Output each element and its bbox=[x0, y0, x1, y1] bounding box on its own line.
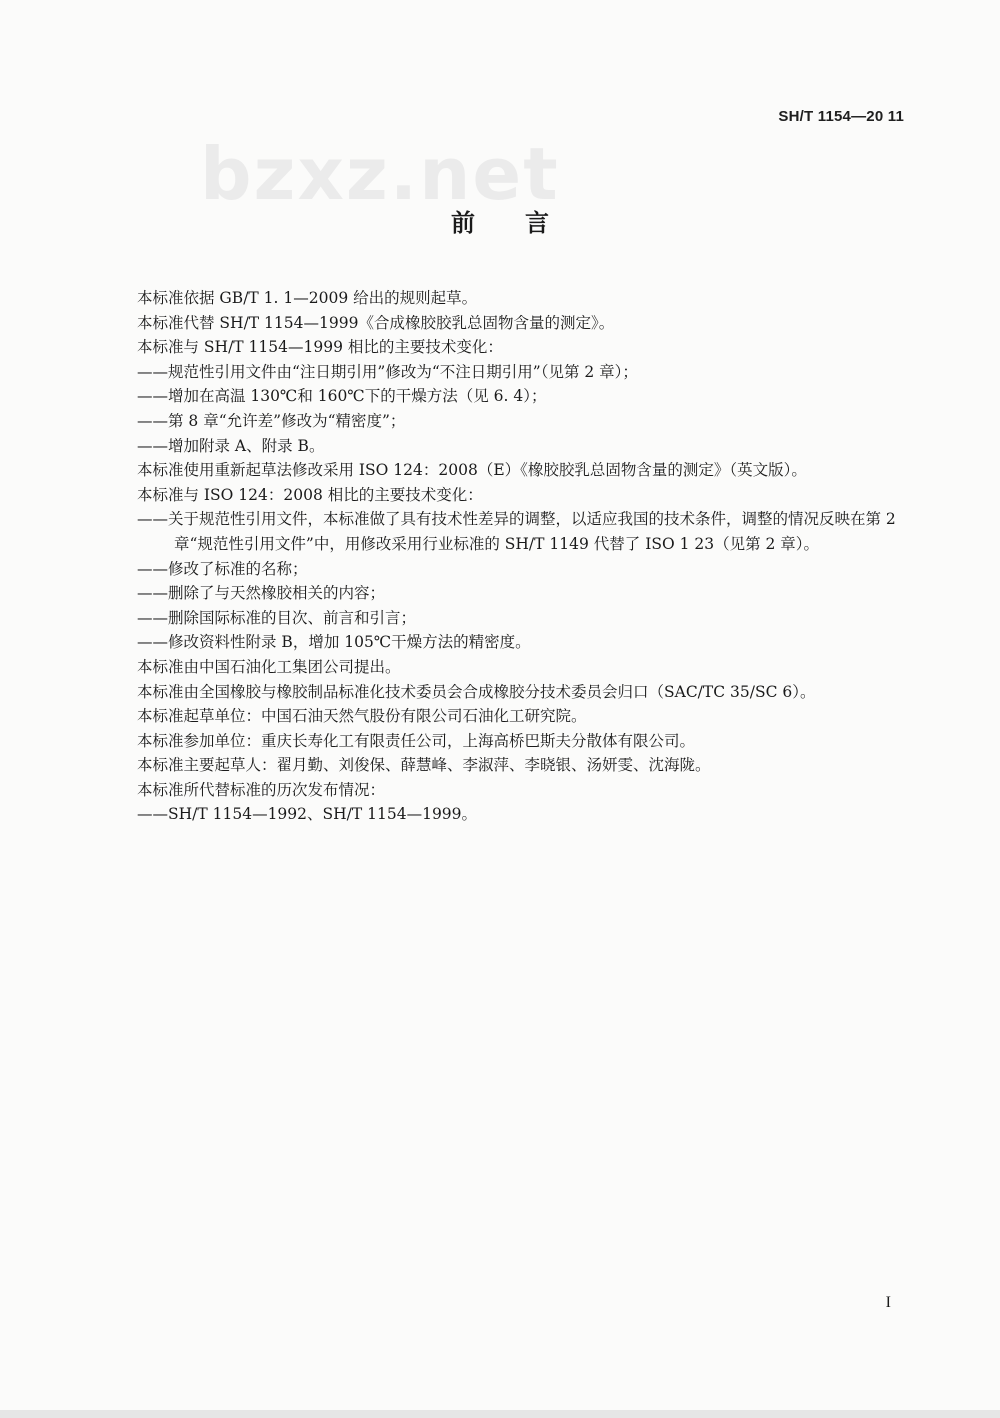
foreword-body bbox=[137, 286, 907, 827]
paragraph: 本标准代替 SH/T 1154—1999《合成橡胶胶乳总固物含量的测定》。 bbox=[137, 313, 615, 332]
list-item: ——修改了标准的名称； bbox=[137, 559, 308, 578]
list-item: ——第 8 章“允许差”修改为“精密度”； bbox=[137, 411, 406, 430]
page-number: I bbox=[885, 1294, 891, 1311]
watermark-text: bzxz.net bbox=[200, 132, 560, 216]
paragraph: 本标准使用重新起草法修改采用 ISO 124：2008（E）《橡胶胶乳总固物含量的测定》（英文版）。 bbox=[137, 461, 807, 480]
list-item: ——删除了与天然橡胶相关的内容； bbox=[137, 584, 386, 603]
list-item: ——增加附录 A、附录 B。 bbox=[137, 436, 325, 455]
paragraph: 本标准依据 GB/T 1. 1—2009 给出的规则起草。 bbox=[137, 289, 478, 307]
list-item: ——删除国际标准的目次、前言和引言； bbox=[137, 608, 417, 627]
section-title: 前言 bbox=[451, 209, 599, 237]
list-item: ——关于规范性引用文件，本标准做了具有技术性差异的调整，以适应我国的技术条件，调整的情况反映在第 2 章“规范性引用文件”中，用修改采用行业标准的 SH/T 1149 代替了 ISO 1 23（见第 2 章）。 bbox=[137, 510, 896, 553]
document-code: SH/T 1154—20 11 bbox=[778, 108, 904, 125]
paragraph: 本标准参加单位：重庆长寿化工有限责任公司，上海高桥巴斯夫分散体有限公司。 bbox=[137, 731, 696, 750]
paragraph: 本标准主要起草人：翟月勤、刘俊保、薛慧峰、李淑萍、李晓银、汤妍雯、沈海陇。 bbox=[137, 756, 711, 775]
paragraph: 本标准所代替标准的历次发布情况： bbox=[137, 780, 386, 799]
list-item: ——规范性引用文件由“注日期引用”修改为“不注日期引用”（见第 2 章）； bbox=[137, 362, 638, 381]
paragraph: 本标准由中国石油化工集团公司提出。 bbox=[137, 657, 401, 676]
list-item: ——增加在高温 130℃和 160℃下的干燥方法（见 6. 4）； bbox=[137, 387, 547, 406]
list-item: ——SH/T 1154—1992、SH/T 1154—1999。 bbox=[137, 805, 478, 824]
paragraph: 本标准起草单位：中国石油天然气股份有限公司石油化工研究院。 bbox=[137, 707, 587, 726]
paragraph: 本标准与 ISO 124：2008 相比的主要技术变化： bbox=[137, 485, 483, 504]
page-bottom-edge bbox=[0, 1410, 1000, 1418]
paragraph: 本标准与 SH/T 1154—1999 相比的主要技术变化： bbox=[137, 338, 503, 357]
paragraph: 本标准由全国橡胶与橡胶制品标准化技术委员会合成橡胶分技术委员会归口（SAC/TC 35/SC 6）。 bbox=[137, 682, 816, 701]
list-item: ——修改资料性附录 B，增加 105℃干燥方法的精密度。 bbox=[137, 633, 531, 652]
